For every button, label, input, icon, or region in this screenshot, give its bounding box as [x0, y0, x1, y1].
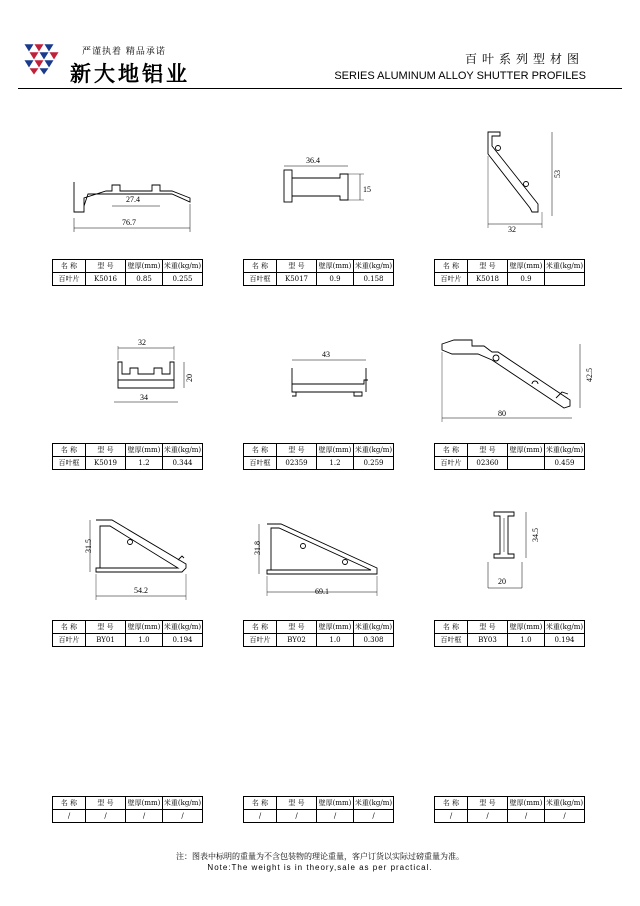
- spec-table-k5016: [52, 259, 203, 286]
- col-header-weight: 米重(kg/m): [163, 621, 203, 634]
- col-header-weight: 米重(kg/m): [354, 621, 394, 634]
- col-header-name: 名 称: [244, 260, 277, 273]
- company-logo: [22, 42, 66, 76]
- cell-name: 百叶框: [53, 457, 86, 470]
- profile-drawing-by03: [478, 504, 558, 592]
- cell-weight: /: [545, 810, 585, 823]
- cell-weight: 0.255: [163, 273, 203, 286]
- dim-label: 20: [185, 374, 194, 382]
- cell-weight: [545, 273, 585, 286]
- col-header-weight: 米重(kg/m): [545, 260, 585, 273]
- col-header-model: 型 号: [277, 797, 317, 810]
- spec-table-empty-1: [52, 796, 203, 823]
- profile-drawing-02359: [282, 346, 382, 406]
- dim-label: 43: [322, 350, 330, 359]
- cell-name: 百叶片: [53, 634, 86, 647]
- dim-label: 76.7: [122, 218, 136, 227]
- cell-name: 百叶片: [435, 457, 468, 470]
- cell-thickness: 1.0: [317, 634, 354, 647]
- col-header-thickness: 壁厚(mm): [126, 797, 163, 810]
- cell-model: /: [277, 810, 317, 823]
- cell-thickness: 1.0: [508, 634, 545, 647]
- cell-model: K5019: [86, 457, 126, 470]
- document-title: 百叶系列型材图: [464, 52, 584, 66]
- col-header-weight: 米重(kg/m): [163, 797, 203, 810]
- col-header-thickness: 壁厚(mm): [126, 260, 163, 273]
- cell-model: /: [86, 810, 126, 823]
- col-header-model: 型 号: [468, 621, 508, 634]
- dim-label: 54.2: [134, 586, 148, 595]
- cell-model: K5018: [468, 273, 508, 286]
- col-header-weight: 米重(kg/m): [354, 797, 394, 810]
- col-header-name: 名 称: [244, 621, 277, 634]
- col-header-weight: 米重(kg/m): [545, 797, 585, 810]
- footer-note-cn: 注：图表中标明的重量为不含包装物的理论重量，客户订货以实际过磅重量为准。: [176, 852, 464, 861]
- col-header-weight: 米重(kg/m): [354, 444, 394, 457]
- profile-drawing-by02: [245, 516, 390, 602]
- cell-weight: /: [354, 810, 394, 823]
- cell-name: 百叶片: [244, 634, 277, 647]
- spec-table-k5019: [52, 443, 203, 470]
- cell-model: 02359: [277, 457, 317, 470]
- company-name: 新大地铝业: [70, 61, 190, 86]
- spec-table-02360: [434, 443, 585, 470]
- dim-label: 31.8: [253, 541, 262, 555]
- col-header-name: 名 称: [53, 444, 86, 457]
- col-header-thickness: 壁厚(mm): [317, 260, 354, 273]
- cell-weight: /: [163, 810, 203, 823]
- col-header-thickness: 壁厚(mm): [508, 621, 545, 634]
- dim-label: 32: [138, 338, 146, 347]
- col-header-thickness: 壁厚(mm): [508, 797, 545, 810]
- dim-label: 20: [498, 577, 506, 586]
- spec-table-by01: [52, 620, 203, 647]
- spec-table-by03: [434, 620, 585, 647]
- cell-model: BY01: [86, 634, 126, 647]
- col-header-model: 型 号: [468, 260, 508, 273]
- cell-name: 百叶框: [435, 634, 468, 647]
- cell-model: K5016: [86, 273, 126, 286]
- dim-label: 80: [498, 409, 506, 418]
- col-header-name: 名 称: [53, 260, 86, 273]
- cell-name: 百叶框: [244, 457, 277, 470]
- cell-thickness: 1.2: [317, 457, 354, 470]
- cell-weight: 0.194: [545, 634, 585, 647]
- cell-name: 百叶片: [53, 273, 86, 286]
- col-header-thickness: 壁厚(mm): [317, 621, 354, 634]
- profile-drawing-k5016: [62, 168, 202, 238]
- profile-drawing-k5019: [100, 334, 200, 410]
- dim-label: 42.5: [585, 368, 594, 382]
- dim-label: 34.5: [531, 528, 540, 542]
- cell-thickness: 0.85: [126, 273, 163, 286]
- cell-thickness: [508, 457, 545, 470]
- col-header-model: 型 号: [86, 444, 126, 457]
- cell-thickness: 0.9: [508, 273, 545, 286]
- dim-label: 15: [363, 185, 371, 194]
- cell-weight: 0.158: [354, 273, 394, 286]
- col-header-thickness: 壁厚(mm): [508, 260, 545, 273]
- dim-label: 69.1: [315, 587, 329, 596]
- cell-weight: 0.194: [163, 634, 203, 647]
- spec-table-empty-3: [434, 796, 585, 823]
- col-header-model: 型 号: [277, 444, 317, 457]
- cell-weight: 0.259: [354, 457, 394, 470]
- col-header-model: 型 号: [86, 797, 126, 810]
- col-header-thickness: 壁厚(mm): [126, 444, 163, 457]
- cell-weight: 0.459: [545, 457, 585, 470]
- footer-note-en: Note:The weight is in theory,sale as per practical.: [207, 863, 433, 872]
- col-header-name: 名 称: [244, 444, 277, 457]
- spec-table-empty-2: [243, 796, 394, 823]
- col-header-name: 名 称: [244, 797, 277, 810]
- spec-table-k5018: [434, 259, 585, 286]
- col-header-weight: 米重(kg/m): [545, 444, 585, 457]
- col-header-weight: 米重(kg/m): [354, 260, 394, 273]
- cell-model: /: [468, 810, 508, 823]
- slogan: 严谨执着 精品承诺: [82, 47, 166, 57]
- spec-table-k5017: [243, 259, 394, 286]
- dim-label: 31.5: [84, 539, 93, 553]
- dim-label: 32: [508, 225, 516, 234]
- cell-model: BY03: [468, 634, 508, 647]
- col-header-name: 名 称: [435, 444, 468, 457]
- cell-thickness: 1.0: [126, 634, 163, 647]
- cell-name: 百叶片: [435, 273, 468, 286]
- col-header-model: 型 号: [468, 444, 508, 457]
- cell-thickness: /: [317, 810, 354, 823]
- cell-thickness: 0.9: [317, 273, 354, 286]
- col-header-model: 型 号: [86, 621, 126, 634]
- dim-label: 53: [553, 170, 562, 178]
- cell-name: /: [435, 810, 468, 823]
- cell-thickness: /: [508, 810, 545, 823]
- profile-drawing-02360: [432, 332, 607, 432]
- cell-thickness: /: [126, 810, 163, 823]
- col-header-model: 型 号: [86, 260, 126, 273]
- cell-thickness: 1.2: [126, 457, 163, 470]
- cell-model: 02360: [468, 457, 508, 470]
- dim-label: 36.4: [306, 156, 320, 165]
- col-header-thickness: 壁厚(mm): [317, 444, 354, 457]
- col-header-thickness: 壁厚(mm): [317, 797, 354, 810]
- col-header-model: 型 号: [277, 621, 317, 634]
- col-header-name: 名 称: [53, 621, 86, 634]
- col-header-thickness: 壁厚(mm): [126, 621, 163, 634]
- col-header-weight: 米重(kg/m): [545, 621, 585, 634]
- col-header-thickness: 壁厚(mm): [508, 444, 545, 457]
- col-header-name: 名 称: [435, 260, 468, 273]
- col-header-weight: 米重(kg/m): [163, 444, 203, 457]
- cell-name: 百叶框: [244, 273, 277, 286]
- cell-name: /: [53, 810, 86, 823]
- cell-model: K5017: [277, 273, 317, 286]
- cell-weight: 0.344: [163, 457, 203, 470]
- spec-table-02359: [243, 443, 394, 470]
- col-header-model: 型 号: [468, 797, 508, 810]
- col-header-model: 型 号: [277, 260, 317, 273]
- col-header-weight: 米重(kg/m): [163, 260, 203, 273]
- dim-label: 34: [140, 393, 148, 402]
- col-header-name: 名 称: [53, 797, 86, 810]
- dim-label: 27.4: [126, 195, 140, 204]
- profile-drawing-k5018: [470, 124, 580, 236]
- spec-table-by02: [243, 620, 394, 647]
- document-subtitle: SERIES ALUMINUM ALLOY SHUTTER PROFILES: [334, 70, 586, 82]
- cell-name: /: [244, 810, 277, 823]
- col-header-name: 名 称: [435, 621, 468, 634]
- cell-weight: 0.308: [354, 634, 394, 647]
- cell-model: BY02: [277, 634, 317, 647]
- profile-drawing-by01: [78, 512, 198, 606]
- profile-drawing-k5017: [270, 152, 380, 212]
- header-divider: [18, 88, 622, 89]
- col-header-name: 名 称: [435, 797, 468, 810]
